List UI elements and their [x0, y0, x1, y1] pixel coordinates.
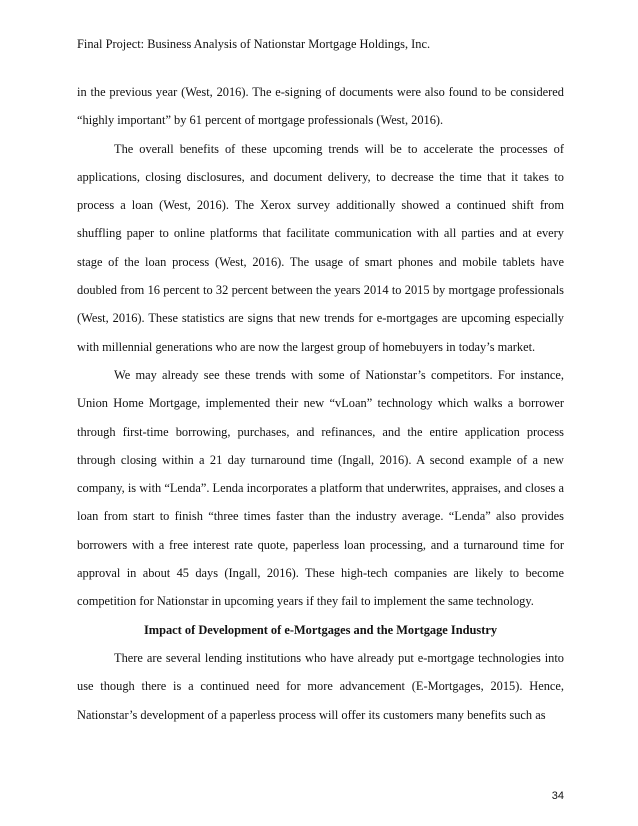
paragraph-lending-institutions: There are several lending institutions who have already put e-mortgage technologies into use though there is a continued need for more advancement (E-Mortgages, 2015). Hence, Nationstar’s development of a paperless process will offer its customers many benefits such as: [77, 650, 564, 722]
paragraph-overall-benefits: The overall benefits of these upcoming trends will be to accelerate the processes of applications, closing disclosures, and document delivery, to decrease the time that it takes to process a loan (West, 2016). The Xerox survey additionally showed a continued shift from shuffling paper to online platforms that facilitate communication with all parties and at every stage of the loan process (West, 2016). The usage of smart phones and mobile tablets have doubled from 16 percent to 32 percent between the years 2014 to 2015 by mortgage professionals (West, 2016). These statistics are signs that new trends for e-mortgages are upcoming especially with millennial generations who are now the largest group of homebuyers in today’s market.: [77, 141, 564, 354]
document-body: [77, 78, 564, 729]
page-number: 34: [551, 790, 564, 802]
paragraph-continuation: in the previous year (West, 2016). The e-signing of documents were also found to be considered “highly important” by 61 percent of mortgage professionals (West, 2016).: [77, 85, 564, 128]
running-header: Final Project: Business Analysis of Nationstar Mortgage Holdings, Inc.: [77, 37, 431, 51]
section-heading: Impact of Development of e-Mortgages and the Mortgage Industry: [143, 622, 498, 637]
paragraph-competitors: We may already see these trends with some of Nationstar’s competitors. For instance, Union Home Mortgage, implemented their new “vLoan” technology which walks a borrower through first-time borrowing, purchases, and refinances, and the entire application process through closing within a 21 day turnaround time (Ingall, 2016). A second example of a new company, is with “Lenda”. Lenda incorporates a platform that underwrites, appraises, and closes a loan from start to finish “three times faster than the industry average. “Lenda” also provides borrowers with a free interest rate quote, paperless loan processing, and a turnaround time for approval in about 45 days (Ingall, 2016). These high-tech companies are likely to become competition for Nationstar in upcoming years if they fail to implement the same technology.: [77, 367, 564, 609]
